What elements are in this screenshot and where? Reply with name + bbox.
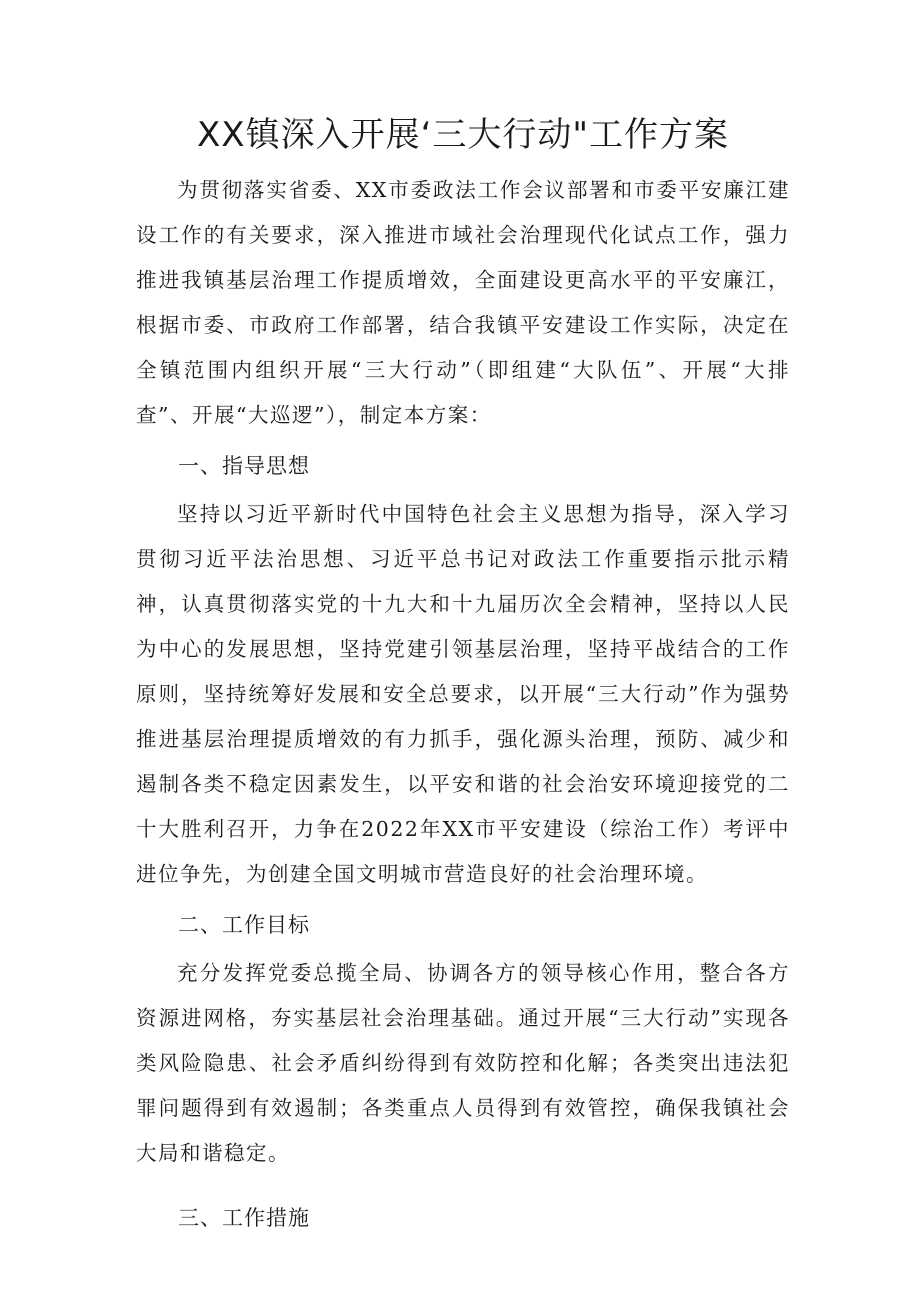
- section-body-guiding-ideology: 坚持以习近平新时代中国特色社会主义思想为指导，深入学习贯彻习近平法治思想、习近平总书记对政法工作重要指示批示精神，认真贯彻落实党的十九大和十九届历次全会精神，坚持以人民为中心的发展思想，坚持党建引领基层治理，坚持平战结合的工作原则，坚持统筹好发展和安全总要求，以开展“三大行动”作为强势推进基层治理提质增效的有力抓手，强化源头治理，预防、减少和遏制各类不稳定因素发生，以平安和谐的社会治安环境迎接党的二十大胜利召开，力争在2022年XX市平安建设（综治工作）考评中进位争先，为创建全国文明城市营造良好的社会治理环境。: [136, 502, 790, 886]
- document-title: XX镇深入开展‘三大行动"工作方案: [196, 115, 730, 155]
- section-body-work-goals: 充分发挥党委总揽全局、协调各方的领导核心作用，整合各方资源进网格，夯实基层社会治理基础。通过开展“三大行动”实现各类风险隐患、社会矛盾纠纷得到有效防控和化解；各类突出违法犯罪问题得到有效遏制；各类重点人员得到有效管控，确保我镇社会大局和谐稳定。: [136, 961, 790, 1165]
- section-heading-work-goals: 二、工作目标: [178, 913, 310, 937]
- intro-paragraph: 为贯彻落实省委、XX市委政法工作会议部署和市委平安廉江建设工作的有关要求，深入推进市域社会治理现代化试点工作，强力推进我镇基层治理工作提质增效，全面建设更高水平的平安廉江，根据市委、市政府工作部署，结合我镇平安建设工作实际，决定在全镇范围内组织开展“三大行动”（即组建“大队伍”、开展“大排查”、开展“大巡逻”），制定本方案：: [136, 178, 790, 427]
- section-heading-guiding-ideology: 一、指导思想: [178, 454, 310, 478]
- section-heading-work-measures: 三、工作措施: [178, 1206, 310, 1230]
